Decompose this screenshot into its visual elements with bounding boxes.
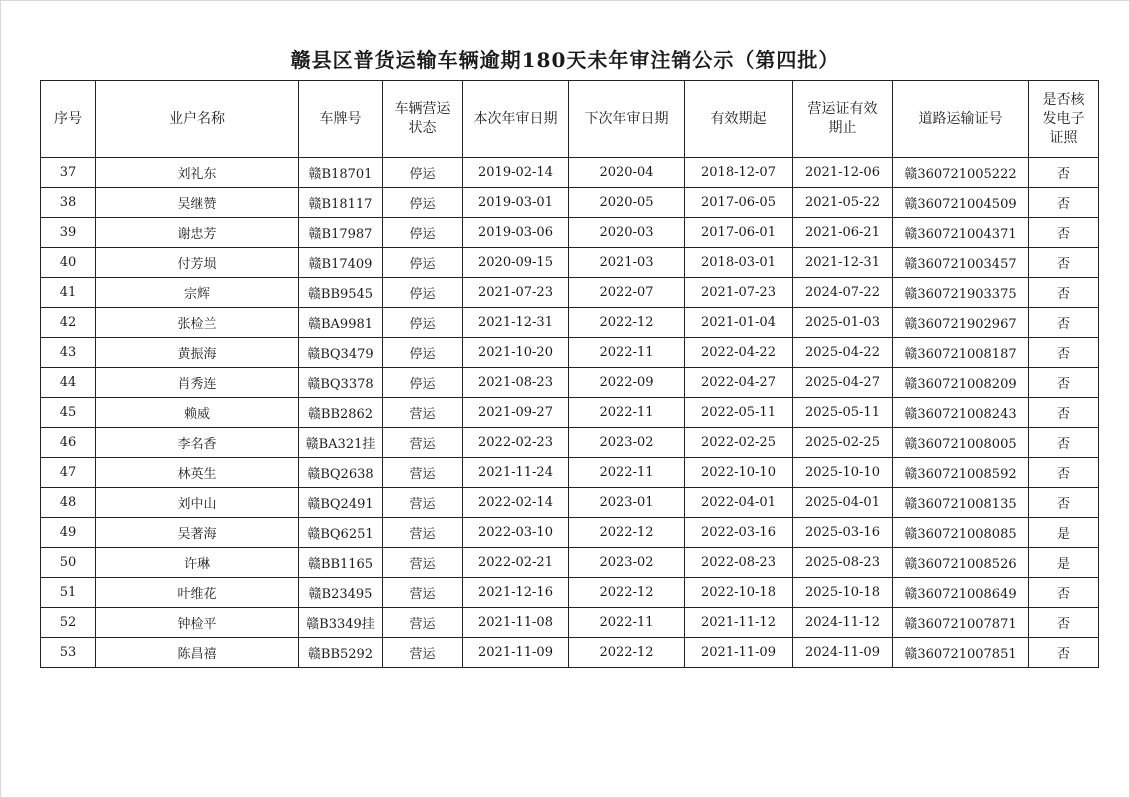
table-header-row [41,81,1099,158]
col-header-permit-no: 道路运输证号 [893,81,1029,158]
cell-owner: 吴继赞 [96,188,299,218]
cell-valid-from: 2017-06-01 [685,218,793,248]
cell-next-review: 2022-12 [569,578,685,608]
cell-permit-no: 赣360721004371 [893,218,1029,248]
cell-valid-to: 2025-08-23 [793,548,893,578]
cell-next-review: 2022-11 [569,608,685,638]
cell-valid-from: 2022-10-18 [685,578,793,608]
cell-valid-from: 2021-11-12 [685,608,793,638]
col-header-index: 序号 [41,81,96,158]
cell-permit-no: 赣360721007851 [893,638,1029,668]
cell-plate: 赣B23495 [299,578,383,608]
cell-status: 停运 [383,368,463,398]
cell-e-license: 否 [1029,218,1099,248]
cell-status: 营运 [383,608,463,638]
cell-status: 停运 [383,278,463,308]
cell-valid-from: 2022-04-27 [685,368,793,398]
table-row [41,518,1099,548]
cell-review-date: 2020-09-15 [463,248,569,278]
cell-e-license: 否 [1029,368,1099,398]
cell-valid-from: 2018-12-07 [685,158,793,188]
cell-plate: 赣BQ6251 [299,518,383,548]
cell-review-date: 2021-11-08 [463,608,569,638]
cell-plate: 赣BQ2491 [299,488,383,518]
cell-valid-to: 2025-10-10 [793,458,893,488]
cell-owner: 谢忠芳 [96,218,299,248]
cell-valid-from: 2022-02-25 [685,428,793,458]
table-body [41,158,1099,668]
cell-owner: 许琳 [96,548,299,578]
cell-plate: 赣BA9981 [299,308,383,338]
cell-index: 37 [41,158,96,188]
cell-plate: 赣BA321挂 [299,428,383,458]
cell-owner: 张检兰 [96,308,299,338]
col-header-plate: 车牌号 [299,81,383,158]
table-row [41,458,1099,488]
cell-next-review: 2021-03 [569,248,685,278]
cell-permit-no: 赣360721008243 [893,398,1029,428]
col-header-status: 车辆营运状态 [383,81,463,158]
cell-valid-to: 2021-12-06 [793,158,893,188]
table-row [41,578,1099,608]
cell-review-date: 2019-03-06 [463,218,569,248]
table-row [41,158,1099,188]
cell-index: 48 [41,488,96,518]
cell-index: 52 [41,608,96,638]
cell-index: 41 [41,278,96,308]
table-row [41,398,1099,428]
cell-valid-to: 2025-04-01 [793,488,893,518]
cell-valid-from: 2022-04-22 [685,338,793,368]
table-row [41,488,1099,518]
cell-valid-from: 2017-06-05 [685,188,793,218]
cell-e-license: 否 [1029,338,1099,368]
cell-index: 39 [41,218,96,248]
cell-review-date: 2022-02-14 [463,488,569,518]
cell-status: 营运 [383,458,463,488]
table-row [41,248,1099,278]
table-row [41,218,1099,248]
cell-e-license: 否 [1029,578,1099,608]
col-header-valid-from: 有效期起 [685,81,793,158]
cell-valid-to: 2021-12-31 [793,248,893,278]
col-header-review-date: 本次年审日期 [463,81,569,158]
cell-next-review: 2022-12 [569,518,685,548]
cell-owner: 林英生 [96,458,299,488]
cell-plate: 赣BQ3378 [299,368,383,398]
cell-valid-from: 2018-03-01 [685,248,793,278]
cell-status: 停运 [383,338,463,368]
cell-plate: 赣BB9545 [299,278,383,308]
cell-plate: 赣BQ2638 [299,458,383,488]
cell-review-date: 2019-02-14 [463,158,569,188]
cell-owner: 宗辉 [96,278,299,308]
cell-owner: 陈昌禧 [96,638,299,668]
table-row [41,638,1099,668]
cell-owner: 刘礼东 [96,158,299,188]
cell-status: 营运 [383,638,463,668]
cell-plate: 赣B3349挂 [299,608,383,638]
cell-e-license: 否 [1029,488,1099,518]
cell-permit-no: 赣360721003457 [893,248,1029,278]
cell-valid-from: 2022-03-16 [685,518,793,548]
table-row [41,428,1099,458]
cell-next-review: 2023-02 [569,428,685,458]
cell-plate: 赣BB2862 [299,398,383,428]
cell-valid-to: 2025-05-11 [793,398,893,428]
cell-index: 43 [41,338,96,368]
cell-review-date: 2021-09-27 [463,398,569,428]
cell-status: 停运 [383,218,463,248]
cell-valid-to: 2025-01-03 [793,308,893,338]
cell-permit-no: 赣360721008526 [893,548,1029,578]
cell-plate: 赣BQ3479 [299,338,383,368]
cell-valid-from: 2021-11-09 [685,638,793,668]
cell-status: 营运 [383,518,463,548]
table-row [41,278,1099,308]
cell-status: 停运 [383,188,463,218]
cell-index: 49 [41,518,96,548]
cell-e-license: 否 [1029,188,1099,218]
cell-index: 45 [41,398,96,428]
notice-table [40,80,1099,668]
cell-next-review: 2020-05 [569,188,685,218]
cell-permit-no: 赣360721008135 [893,488,1029,518]
cell-index: 44 [41,368,96,398]
cell-e-license: 否 [1029,458,1099,488]
cell-valid-to: 2025-02-25 [793,428,893,458]
cell-owner: 叶维花 [96,578,299,608]
cell-status: 营运 [383,548,463,578]
cell-review-date: 2021-12-16 [463,578,569,608]
cell-permit-no: 赣360721008592 [893,458,1029,488]
cell-review-date: 2021-10-20 [463,338,569,368]
cell-next-review: 2022-12 [569,308,685,338]
cell-index: 46 [41,428,96,458]
cell-next-review: 2020-03 [569,218,685,248]
cell-plate: 赣B18701 [299,158,383,188]
cell-e-license: 否 [1029,158,1099,188]
cell-valid-to: 2024-11-12 [793,608,893,638]
col-header-valid-to: 营运证有效期止 [793,81,893,158]
cell-valid-from: 2022-05-11 [685,398,793,428]
cell-status: 停运 [383,308,463,338]
cell-permit-no: 赣360721008649 [893,578,1029,608]
cell-e-license: 是 [1029,548,1099,578]
cell-next-review: 2022-09 [569,368,685,398]
cell-index: 38 [41,188,96,218]
cell-review-date: 2021-11-24 [463,458,569,488]
cell-owner: 李名香 [96,428,299,458]
cell-owner: 吴著海 [96,518,299,548]
cell-permit-no: 赣360721008005 [893,428,1029,458]
cell-plate: 赣BB5292 [299,638,383,668]
cell-review-date: 2022-02-23 [463,428,569,458]
cell-permit-no: 赣360721008187 [893,338,1029,368]
cell-next-review: 2020-04 [569,158,685,188]
cell-e-license: 否 [1029,278,1099,308]
cell-status: 停运 [383,158,463,188]
cell-next-review: 2022-11 [569,458,685,488]
cell-status: 营运 [383,488,463,518]
cell-review-date: 2019-03-01 [463,188,569,218]
cell-index: 47 [41,458,96,488]
cell-status: 停运 [383,248,463,278]
cell-valid-to: 2025-04-22 [793,338,893,368]
cell-permit-no: 赣360721007871 [893,608,1029,638]
table-row [41,338,1099,368]
cell-status: 营运 [383,578,463,608]
cell-review-date: 2021-11-09 [463,638,569,668]
cell-permit-no: 赣360721008085 [893,518,1029,548]
table-row [41,188,1099,218]
cell-permit-no: 赣360721004509 [893,188,1029,218]
cell-index: 53 [41,638,96,668]
cell-valid-to: 2025-04-27 [793,368,893,398]
cell-valid-from: 2022-04-01 [685,488,793,518]
table-row [41,608,1099,638]
cell-e-license: 否 [1029,308,1099,338]
cell-owner: 钟检平 [96,608,299,638]
cell-e-license: 否 [1029,428,1099,458]
cell-e-license: 否 [1029,638,1099,668]
cell-valid-to: 2025-03-16 [793,518,893,548]
cell-valid-from: 2021-01-04 [685,308,793,338]
cell-e-license: 否 [1029,398,1099,428]
cell-valid-from: 2021-07-23 [685,278,793,308]
cell-plate: 赣B18117 [299,188,383,218]
cell-owner: 肖秀连 [96,368,299,398]
cell-e-license: 否 [1029,248,1099,278]
cell-next-review: 2022-07 [569,278,685,308]
cell-permit-no: 赣360721005222 [893,158,1029,188]
cell-permit-no: 赣360721902967 [893,308,1029,338]
cell-valid-from: 2022-08-23 [685,548,793,578]
cell-owner: 付芳埙 [96,248,299,278]
cell-plate: 赣BB1165 [299,548,383,578]
col-header-next-review: 下次年审日期 [569,81,685,158]
cell-valid-to: 2021-05-22 [793,188,893,218]
cell-valid-to: 2021-06-21 [793,218,893,248]
cell-e-license: 是 [1029,518,1099,548]
cell-valid-to: 2024-07-22 [793,278,893,308]
cell-next-review: 2022-12 [569,638,685,668]
cell-status: 营运 [383,428,463,458]
cell-review-date: 2022-02-21 [463,548,569,578]
cell-index: 51 [41,578,96,608]
table-row [41,308,1099,338]
table-row [41,368,1099,398]
table-row [41,548,1099,578]
cell-status: 营运 [383,398,463,428]
cell-valid-from: 2022-10-10 [685,458,793,488]
cell-review-date: 2021-08-23 [463,368,569,398]
cell-next-review: 2023-01 [569,488,685,518]
cell-valid-to: 2024-11-09 [793,638,893,668]
cell-index: 50 [41,548,96,578]
cell-plate: 赣B17987 [299,218,383,248]
col-header-e-license: 是否核发电子证照 [1029,81,1099,158]
cell-next-review: 2022-11 [569,338,685,368]
cell-index: 42 [41,308,96,338]
cell-valid-to: 2025-10-18 [793,578,893,608]
cell-index: 40 [41,248,96,278]
cell-owner: 赖威 [96,398,299,428]
cell-e-license: 否 [1029,608,1099,638]
cell-next-review: 2023-02 [569,548,685,578]
col-header-owner: 业户名称 [96,81,299,158]
cell-next-review: 2022-11 [569,398,685,428]
cell-owner: 刘中山 [96,488,299,518]
cell-permit-no: 赣360721008209 [893,368,1029,398]
document-title: 赣县区普货运输车辆逾期180天未年审注销公示（第四批） [290,48,840,72]
cell-permit-no: 赣360721903375 [893,278,1029,308]
cell-review-date: 2022-03-10 [463,518,569,548]
cell-review-date: 2021-07-23 [463,278,569,308]
cell-review-date: 2021-12-31 [463,308,569,338]
cell-plate: 赣B17409 [299,248,383,278]
cell-owner: 黄振海 [96,338,299,368]
